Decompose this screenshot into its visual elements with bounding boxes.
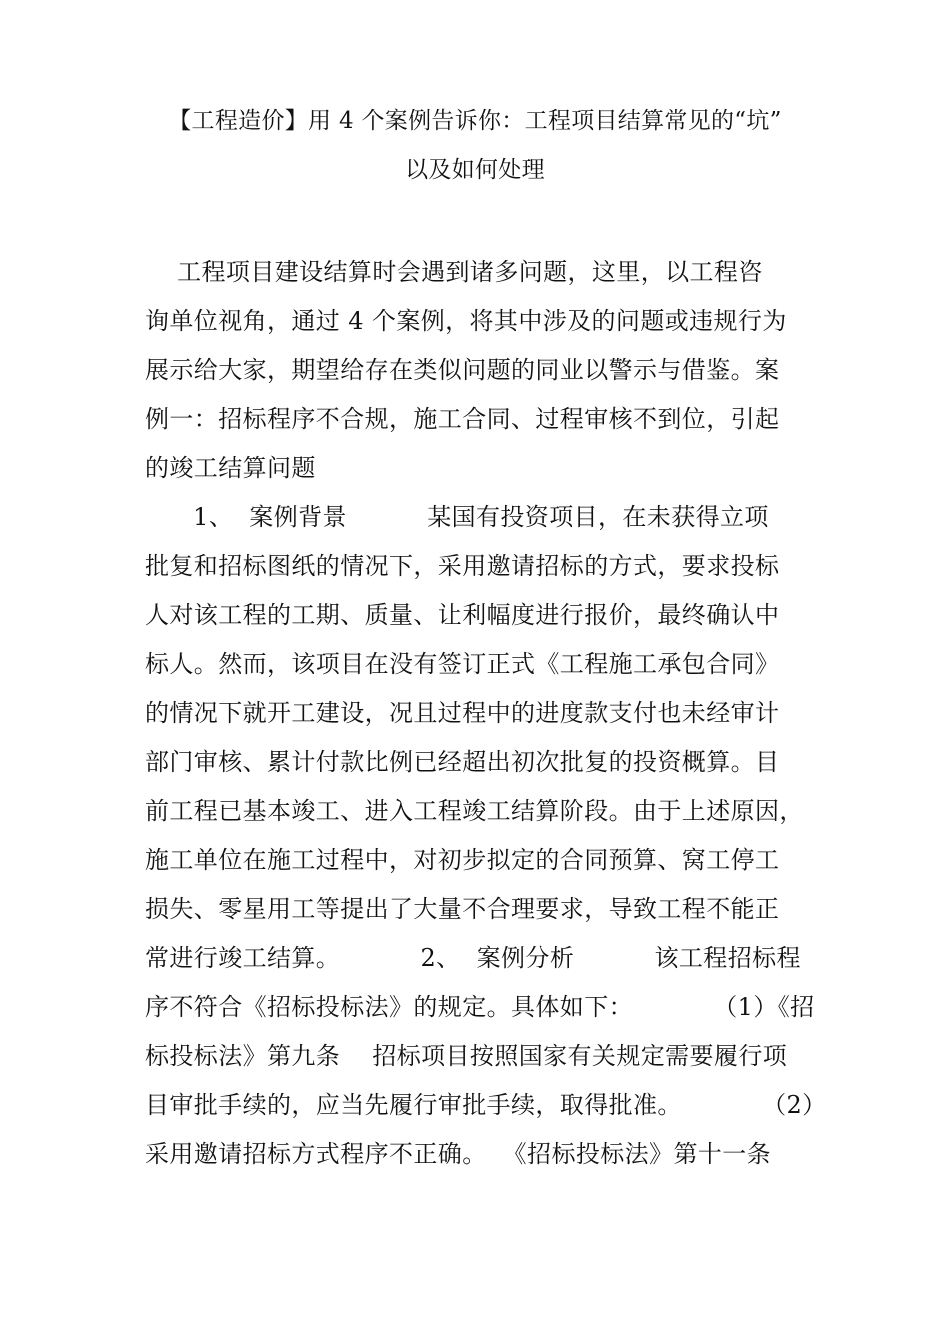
body-line: 的情况下就开工建设，况且过程中的进度款支付也未经审计 <box>145 699 780 727</box>
title-line-2: 以及如何处理 <box>405 157 545 183</box>
body-line: 批复和招标图纸的情况下，采用邀请招标的方式，要求投标 <box>145 552 780 580</box>
body-line: 工程项目建设结算时会遇到诸多问题，这里，以工程咨 <box>145 258 763 286</box>
document-title <box>145 97 805 195</box>
body-line: 的竣工结算问题 <box>145 454 316 482</box>
body-line: 采用邀请招标方式程序不正确。 《招标投标法》第十一条 <box>145 1140 772 1168</box>
body-line: 前工程已基本竣工、进入工程竣工结算阶段。由于上述原因， <box>145 797 804 825</box>
title-line-1: 【工程造价】用 4 个案例告诉你：工程项目结算常见的“坑” <box>168 108 782 134</box>
body-line: 序不符合《招标投标法》的规定。具体如下： （1）《招 <box>145 993 815 1021</box>
body-line: 询单位视角，通过 4 个案例，将其中涉及的问题或违规行为 <box>145 307 787 335</box>
body-line: 施工单位在施工过程中，对初步拟定的合同预算、窝工停工 <box>145 846 780 874</box>
body-line: 展示给大家，期望给存在类似问题的同业以警示与借鉴。案 <box>145 356 780 384</box>
body-line: 标投标法》第九条 招标项目按照国家有关规定需要履行项 <box>145 1042 788 1070</box>
body-line: 常进行竣工结算。 2、 案例分析 该工程招标程 <box>145 944 801 972</box>
body-line: 人对该工程的工期、质量、让利幅度进行报价，最终确认中 <box>145 601 780 629</box>
document-body <box>145 248 827 1179</box>
body-line: 部门审核、累计付款比例已经超出初次批复的投资概算。目 <box>145 748 780 776</box>
body-line: 损失、零星用工等提出了大量不合理要求，导致工程不能正 <box>145 895 780 923</box>
body-line: 1、 案例背景 某国有投资项目，在未获得立项 <box>145 503 769 531</box>
body-line: 目审批手续的，应当先履行审批手续，取得批准。 （2） <box>145 1091 827 1119</box>
body-line: 例一：招标程序不合规，施工合同、过程审核不到位，引起 <box>145 405 780 433</box>
body-line: 标人。然而，该项目在没有签订正式《工程施工承包合同》 <box>145 650 780 678</box>
